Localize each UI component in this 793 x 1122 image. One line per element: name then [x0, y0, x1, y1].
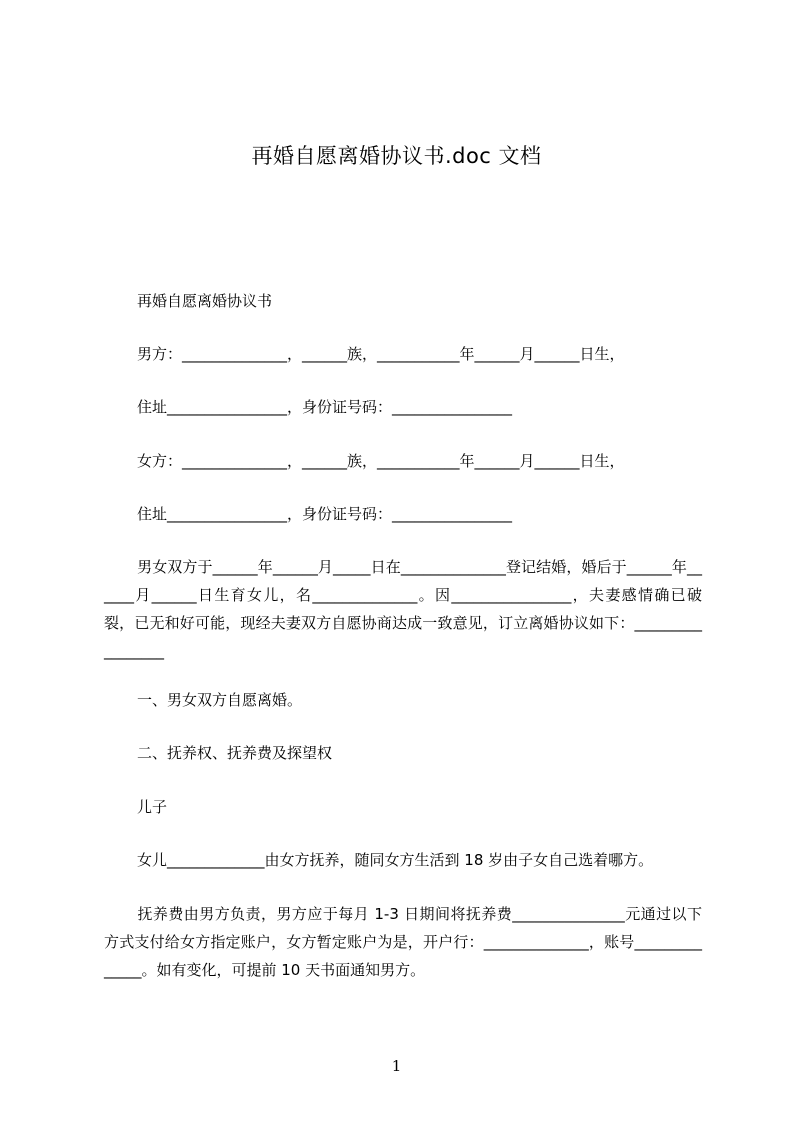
marriage-paragraph [104, 553, 702, 665]
agreement-subtitle: 再婚自愿离婚协议书 [137, 292, 273, 310]
page-number: 1 [391, 1057, 402, 1075]
clause-1: 一、男女双方自愿离婚。 [137, 691, 303, 709]
support-paragraph [104, 900, 702, 984]
husband-address-line: 住址________________，身份证号码：________________ [137, 398, 513, 416]
clause-2: 二、抚养权、抚养费及探望权 [137, 744, 333, 762]
support-paragraph-text: 抚养费由男方负责，男方应于每月 1-3 日期间将抚养费_______________元通过以下方式支付给女方指定账户，女方暂定账户为是，开户行：______________，账号______________。如有变化，可提前 10 天书面通知男方。 [104, 905, 702, 979]
wife-address-line: 住址________________，身份证号码：________________ [137, 505, 513, 523]
son-label: 儿子 [137, 798, 168, 816]
document-title: 再婚自愿离婚协议书.doc 文档 [251, 144, 542, 168]
husband-info-line: 男方：______________，______族，___________年______月______日生， [137, 345, 625, 363]
wife-info-line: 女方：______________，______族，___________年______月______日生， [137, 452, 625, 470]
daughter-line: 女儿_____________由女方抚养，随同女方生活到 18 岁由子女自己选着哪方。 [137, 851, 654, 869]
marriage-paragraph-text: 男女双方于______年______月_____日在______________登记结婚，婚后于______年______月______日生育女儿，名______________。因________________，夫妻感情确已破裂，已无和好可能，现经夫妻双方自愿协商达成一致意见，订立离婚协议如下：_________________ [104, 558, 702, 660]
